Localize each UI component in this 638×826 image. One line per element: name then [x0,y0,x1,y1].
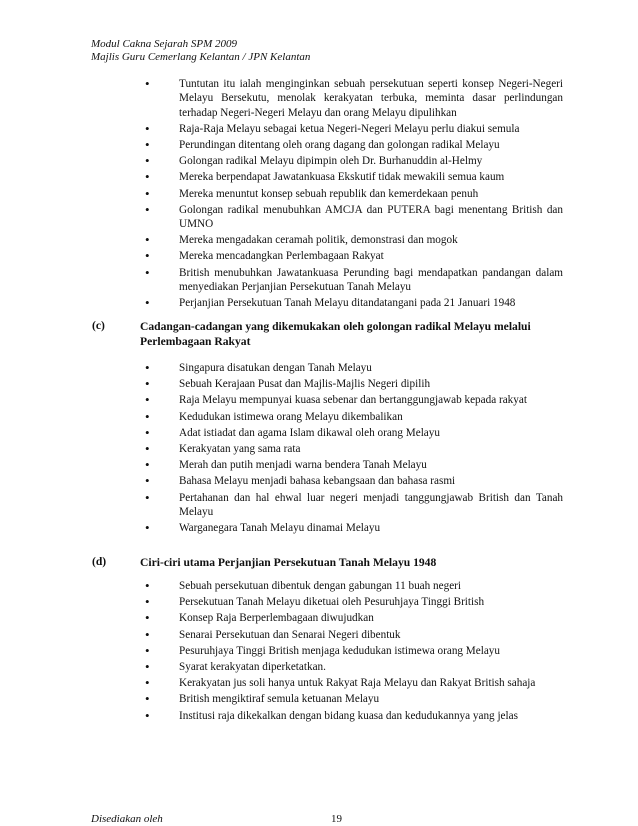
bullet-icon: • [145,519,150,535]
footer-prepared-by: Disediakan oleh [91,813,163,825]
section-d-label: (d) [92,555,107,568]
list-item [145,474,563,488]
list-item-text: Raja-Raja Melayu sebagai ketua Negeri-Negeri Melayu perlu diakui semula [179,122,520,135]
bullet-icon: • [145,457,150,473]
bullet-list-section-c [145,361,563,537]
bullet-icon: • [145,169,150,185]
list-item [145,266,563,295]
list-item [145,203,563,232]
list-item-text: Mereka mengadakan ceramah politik, demonstrasi dan mogok [179,234,458,247]
bullet-icon: • [145,675,150,691]
list-item-text: Sebuah Kerajaan Pusat dan Majlis-Majlis Negeri dipilih [179,378,431,391]
bullet-list-top [145,77,563,312]
bullet-icon: • [145,185,150,201]
list-item-text: Pesuruhjaya Tinggi British menjaga kedudukan istimewa orang Melayu [179,644,500,657]
section-c-label: (c) [92,319,105,332]
list-item [145,138,563,152]
list-item-text: Golongan radikal Melayu dipimpin oleh Dr. Burhanuddin al-Helmy [179,155,483,168]
list-item-text: Mereka mencadangkan Perlembagaan Rakyat [179,250,384,263]
bullet-icon: • [145,440,150,456]
list-item-text: Perundingan ditentang oleh orang dagang dan golongan radikal Melayu [179,138,500,151]
bullet-icon: • [145,232,150,248]
list-item [145,393,563,407]
list-item [145,709,563,723]
list-item-text: Pertahanan dan hal ehwal luar negeri menjadi tanggungjawab British dan Tanah Melayu [179,491,563,518]
list-item-text: Perjanjian Persekutuan Tanah Melayu ditandatangani pada 21 Januari 1948 [179,297,516,310]
list-item-text: Bahasa Melayu menjadi bahasa kebangsaan dan bahasa rasmi [179,475,456,488]
list-item [145,692,563,706]
page-header [91,38,310,64]
bullet-icon: • [145,376,150,392]
list-item [145,611,563,625]
list-item-text: Mereka berpendapat Jawatankuasa Ekskutif tidak mewakili semua kaum [179,171,505,184]
bullet-icon: • [145,626,150,642]
bullet-icon: • [145,642,150,658]
list-item [145,170,563,184]
list-item [145,187,563,201]
bullet-icon: • [145,201,150,217]
list-item-text: Sebuah persekutuan dibentuk dengan gabungan 11 buah negeri [179,580,461,592]
list-item-text: British menubuhkan Jawatankuasa Perunding bagi mendapatkan pandangan dalam menyediakan Perjanjian Persekutuan Tanah Melayu [179,266,563,293]
page-number: 19 [331,813,342,825]
list-item [145,426,563,440]
list-item-text: Merah dan putih menjadi warna bendera Tanah Melayu [179,459,427,472]
list-item-text: Raja Melayu mempunyai kuasa sebenar dan bertanggungjawab kepada rakyat [179,394,527,407]
bullet-icon: • [145,691,150,707]
bullet-icon: • [145,473,150,489]
bullet-icon: • [145,264,150,280]
list-item-text: Tuntutan itu ialah menginginkan sebuah persekutuan seperti konsep Negeri-Negeri Melayu Bersekutu, menolak kerakyatan terbuka, meminta dasar perlindungan terhadap Negeri-Negeri Melayu dan orang Melayu dipulihkan [179,78,563,119]
bullet-icon: • [145,578,150,593]
section-c-title: Cadangan-cadangan yang dikemukakan oleh golongan radikal Melayu melalui Perlembagaan Rakyat [140,320,531,348]
list-item [145,442,563,456]
bullet-icon: • [145,153,150,169]
list-item [145,233,563,247]
header-line-1: Modul Cakna Sejarah SPM 2009 [91,38,238,50]
list-item-text: Singapura disatukan dengan Tanah Melayu [179,362,372,374]
bullet-icon: • [145,658,150,674]
list-item-text: Adat istiadat dan agama Islam dikawal oleh orang Melayu [179,426,440,439]
list-item [145,249,563,263]
bullet-icon: • [145,424,150,440]
list-item [145,458,563,472]
list-item-text: Kedudukan istimewa orang Melayu dikembalikan [179,410,403,423]
list-item [145,361,563,375]
bullet-icon: • [145,76,150,91]
list-item-text: Warganegara Tanah Melayu dinamai Melayu [179,521,381,534]
bullet-icon: • [145,408,150,424]
list-item [145,595,563,609]
list-item-text: Institusi raja dikekalkan dengan bidang kuasa dan kedudukannya yang jelas [179,709,518,722]
bullet-icon: • [145,360,150,375]
list-item [145,296,563,310]
list-item [145,122,563,136]
bullet-icon: • [145,594,150,610]
header-line-2: Majlis Guru Cemerlang Kelantan / JPN Kelantan [91,51,311,63]
list-item [145,154,563,168]
section-d-title: Ciri-ciri utama Perjanjian Persekutuan Tanah Melayu 1948 [140,556,437,569]
list-item [145,377,563,391]
bullet-icon: • [145,489,150,505]
list-item-text: Senarai Persekutuan dan Senarai Negeri dibentuk [179,628,401,641]
list-item-text: Syarat kerakyatan diperketatkan. [179,660,326,673]
list-item-text: Mereka menuntut konsep sebuah republik dan kemerdekaan penuh [179,187,479,200]
list-item [145,579,563,593]
bullet-icon: • [145,707,150,723]
list-item [145,628,563,642]
bullet-icon: • [145,120,150,136]
list-item [145,676,563,690]
bullet-icon: • [145,136,150,152]
list-item-text: Kerakyatan yang sama rata [179,442,301,455]
bullet-icon: • [145,295,150,311]
list-item-text: Kerakyatan jus soli hanya untuk Rakyat Raja Melayu dan Rakyat British sahaja [179,677,536,690]
bullet-icon: • [145,392,150,408]
list-item-text: Golongan radikal menubuhkan AMCJA dan PUTERA bagi menentang British dan UMNO [179,203,563,231]
list-item [145,410,563,424]
list-item-text: Persekutuan Tanah Melayu diketuai oleh Pesuruhjaya Tinggi British [179,596,485,609]
bullet-icon: • [145,610,150,626]
list-item [145,660,563,674]
list-item-text: British mengiktiraf semula ketuanan Melayu [179,693,380,706]
list-item-text: Konsep Raja Berperlembagaan diwujudkan [179,612,374,625]
list-item [145,77,563,120]
list-item [145,521,563,535]
bullet-icon: • [145,248,150,264]
list-item [145,491,563,520]
list-item [145,644,563,658]
bullet-list-section-d [145,579,563,725]
